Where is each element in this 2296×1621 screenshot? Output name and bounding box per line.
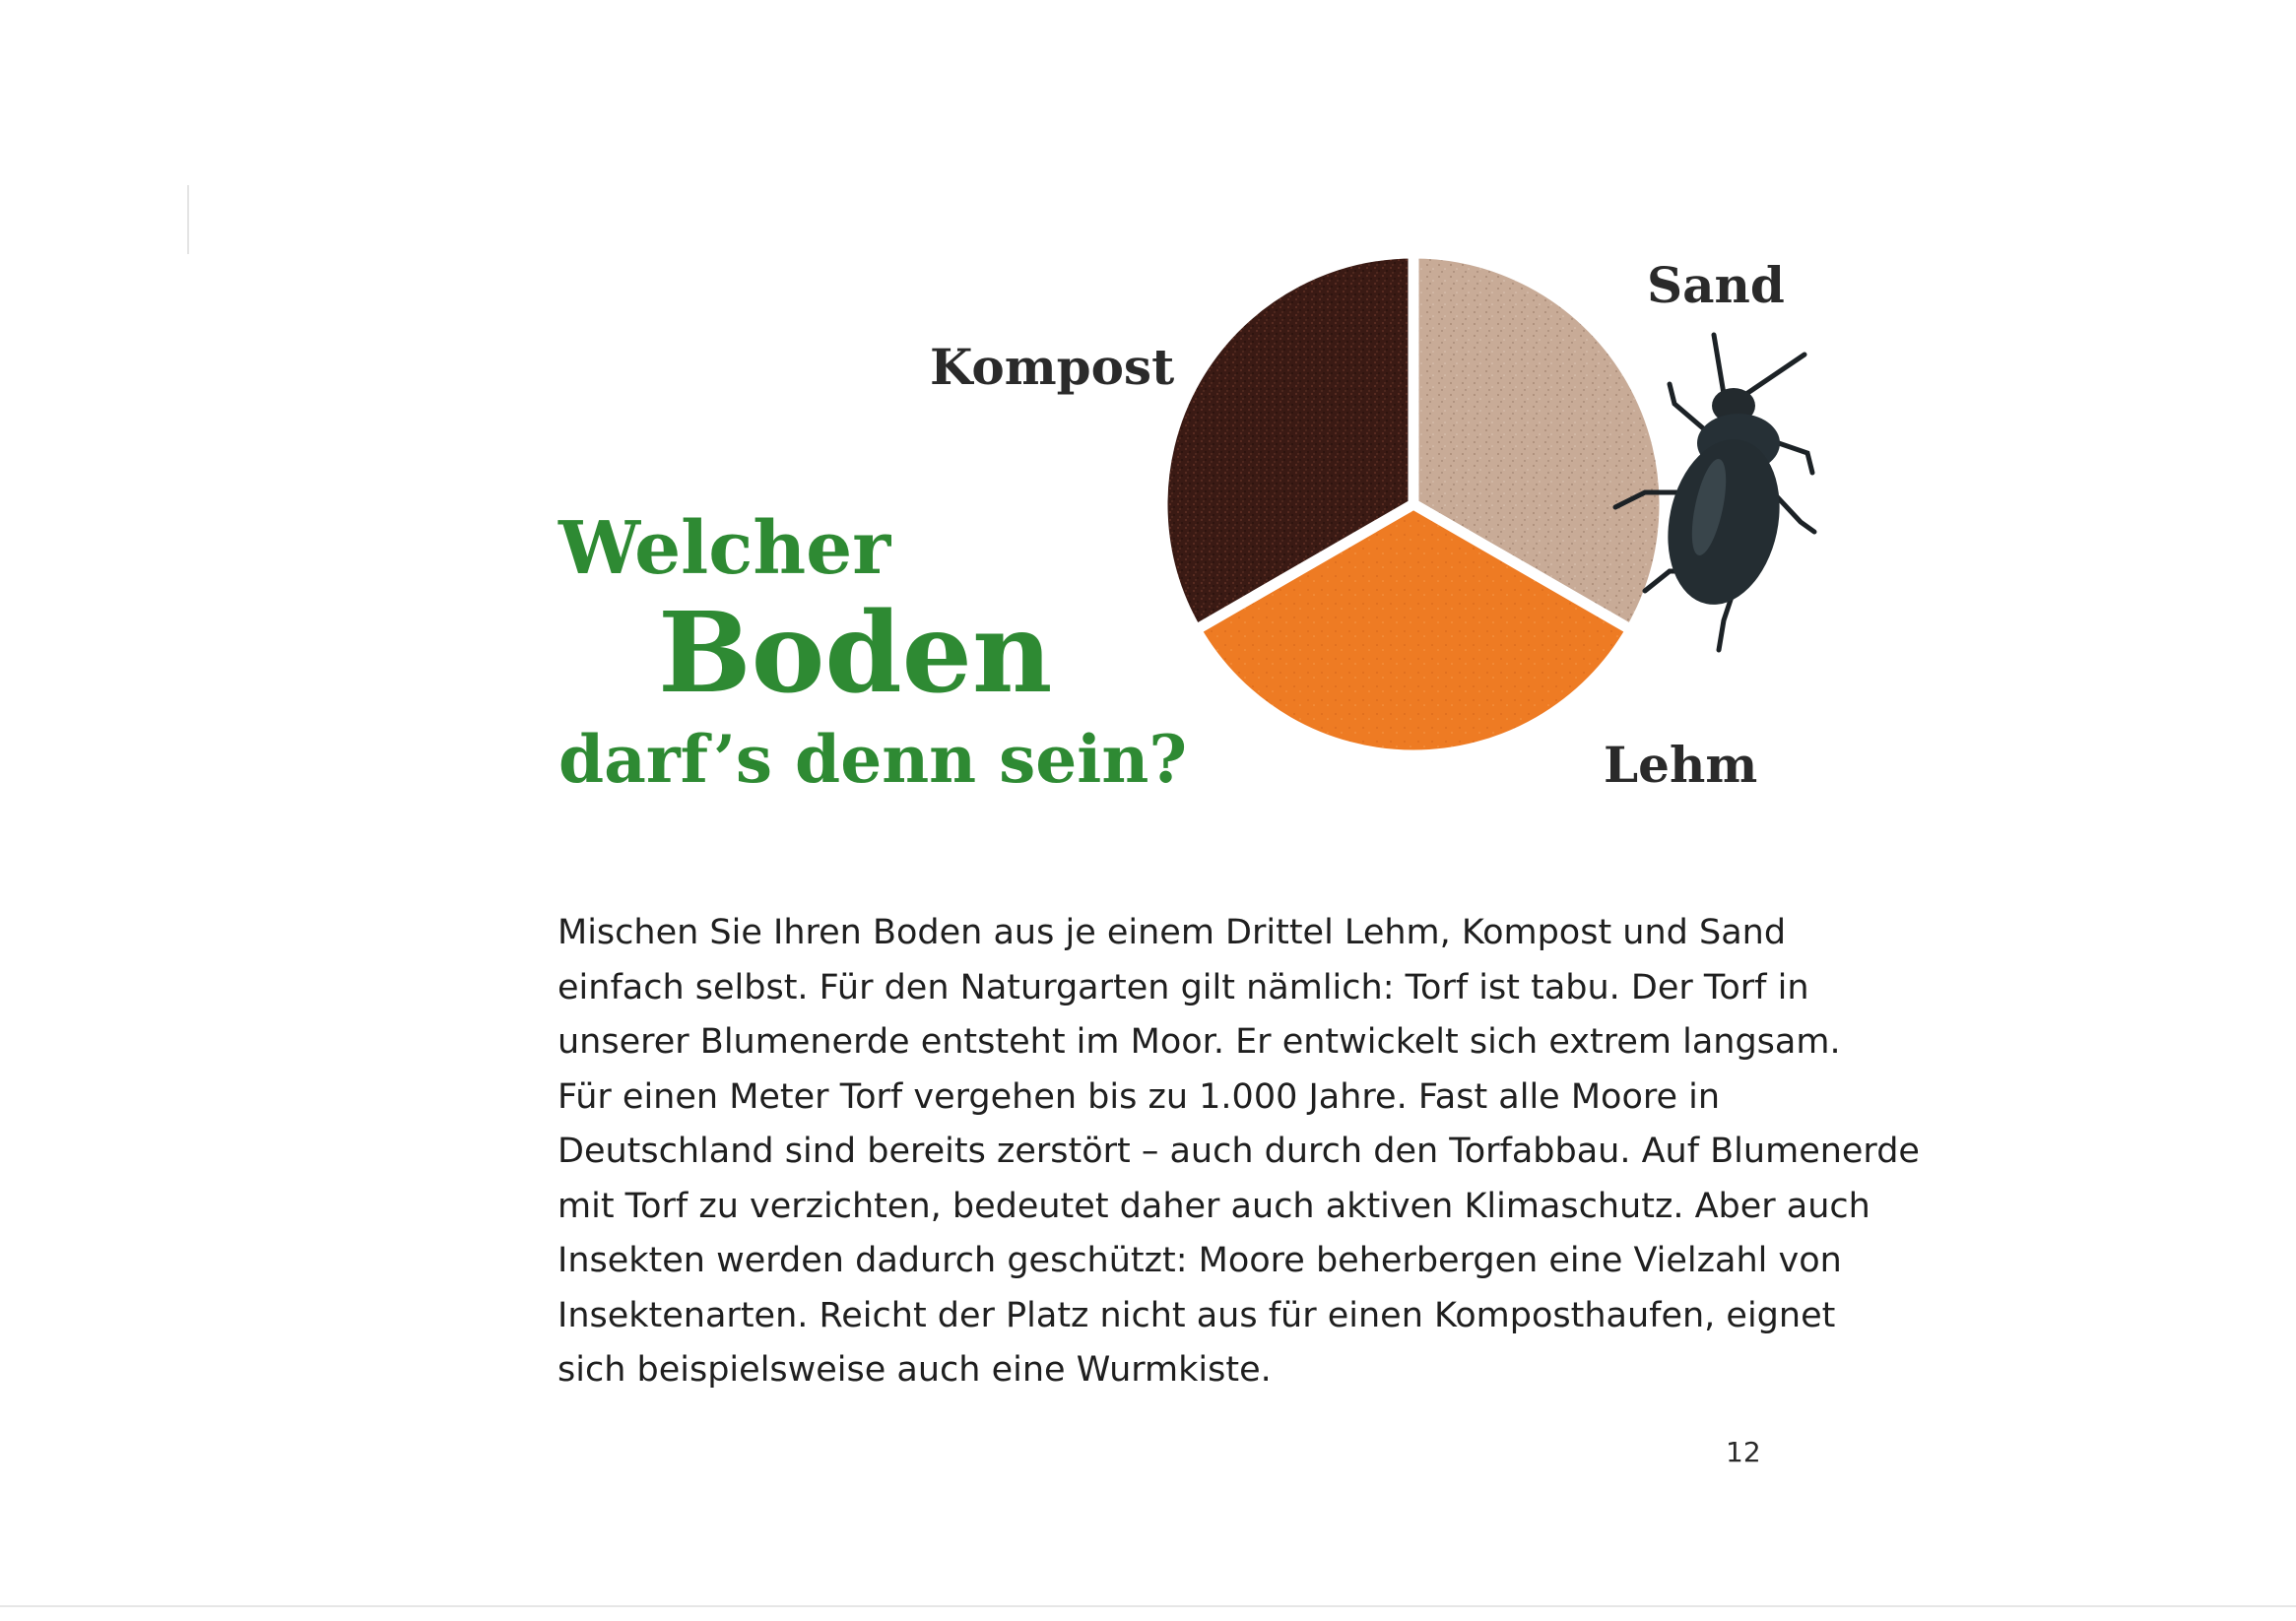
body-line: Für einen Meter Torf vergehen bis zu 1.000 Jahre. Fast alle Moore in <box>558 1076 1721 1117</box>
body-line: Deutschland sind bereits zerstört – auch durch den Torfabbau. Auf Blumenerde <box>558 1132 1920 1171</box>
body-line: Insektenarten. Reicht der Platz nicht aus für einen Komposthaufen, eignet <box>558 1295 1836 1335</box>
slice-label-kompost: Kompost <box>930 338 1175 396</box>
title-line-3: darf’s denn sein? <box>558 721 1188 798</box>
body-line: mit Torf zu verzichten, bedeutet daher auch aktiven Klimaschutz. Aber auch <box>558 1186 1870 1226</box>
scan-artifact-bottom-line <box>0 1605 2296 1607</box>
page-number: 12 <box>1726 1436 1761 1468</box>
scan-artifact-line <box>187 185 189 254</box>
beetle-icon <box>1576 325 1832 660</box>
body-paragraph <box>558 906 1920 1398</box>
body-line: einfach selbst. Für den Naturgarten gilt nämlich: Torf ist tabu. Der Torf in <box>558 967 1809 1007</box>
body-line: sich beispielsweise auch eine Wurmkiste. <box>558 1350 1272 1390</box>
title-line-1: Welcher <box>558 506 891 591</box>
body-line: Mischen Sie Ihren Boden aus je einem Drittel Lehm, Kompost und Sand <box>558 913 1787 952</box>
slice-label-sand: Sand <box>1647 256 1785 314</box>
title-line-2: Boden <box>658 589 1053 718</box>
body-line: Insekten werden dadurch geschützt: Moore beherbergen eine Vielzahl von <box>558 1241 1842 1280</box>
slice-label-lehm: Lehm <box>1604 736 1758 794</box>
body-line: unserer Blumenerde entsteht im Moor. Er entwickelt sich extrem langsam. <box>558 1022 1841 1062</box>
